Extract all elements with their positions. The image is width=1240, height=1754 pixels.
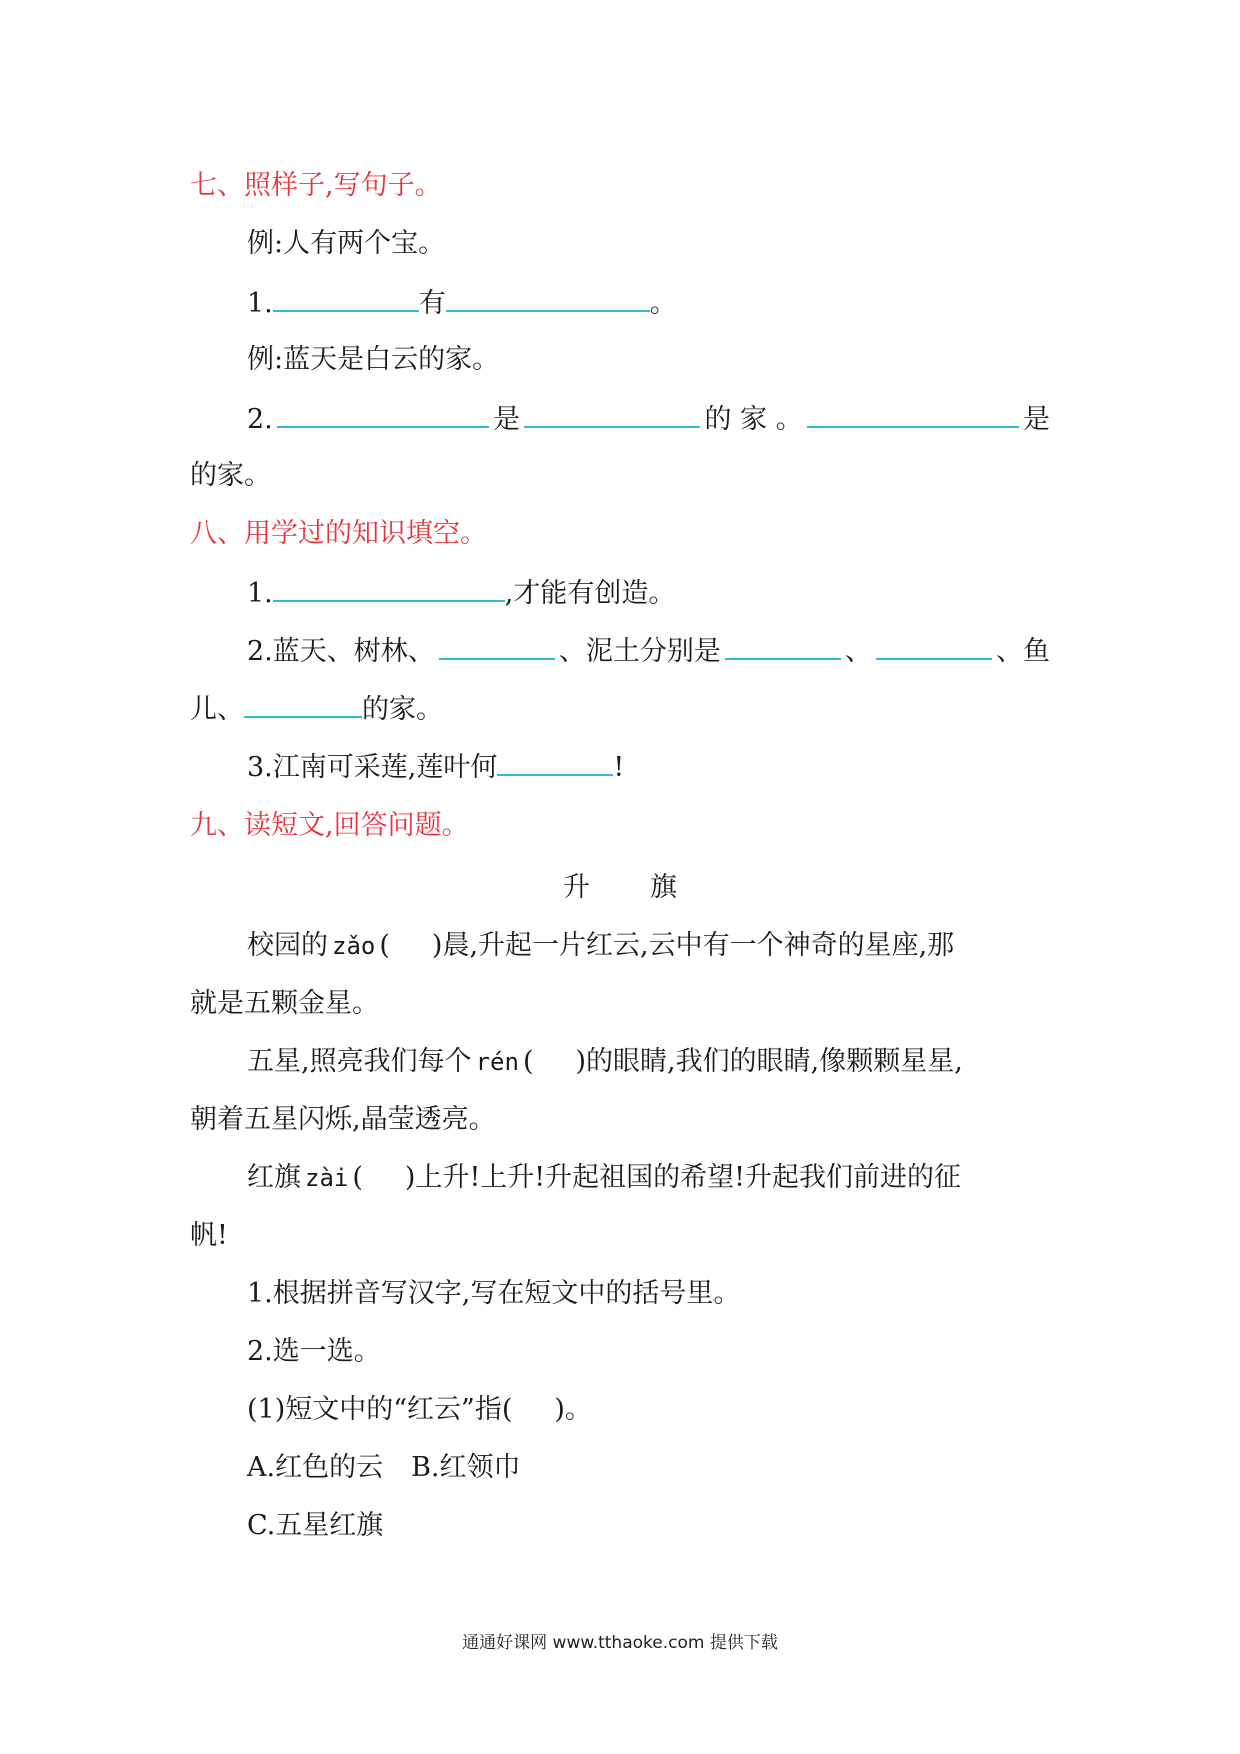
section-8-item-3: [247, 746, 1050, 788]
section-7-example-2: 例:蓝天是白云的家。: [247, 344, 500, 375]
answer-blank[interactable]: [497, 746, 613, 776]
section-8-item-1: [247, 572, 1050, 614]
item-number: 1.: [247, 288, 273, 319]
answer-blank[interactable]: [273, 572, 505, 602]
passage-text: 五星,照亮我们每个: [247, 1046, 472, 1077]
option-b[interactable]: B.红领巾: [411, 1452, 521, 1483]
passage-text: )的眼睛,我们的眼睛,像颗颗星星,: [575, 1046, 963, 1077]
item-text: 、: [844, 636, 872, 667]
answer-blank[interactable]: [446, 282, 650, 312]
passage-paragraph-1-cont: 就是五颗金星。: [190, 988, 379, 1019]
answer-blank[interactable]: [244, 688, 362, 718]
item-text: 的家。: [362, 694, 443, 725]
answer-blank[interactable]: [524, 398, 700, 428]
section-7-item-1: [247, 282, 1050, 324]
passage-text: (: [522, 1046, 534, 1077]
passage-text: (: [379, 930, 390, 961]
option-a[interactable]: A.红色的云: [247, 1452, 384, 1483]
pinyin: zài: [305, 1164, 349, 1192]
item-text: 儿、: [190, 694, 244, 725]
passage-text: )晨,升起一片红云,云中有一个神奇的星座,那: [431, 930, 955, 961]
section-8-item-2-cont: [190, 688, 1050, 730]
section-7-example-1: 例:人有两个宝。: [247, 228, 446, 259]
item-text: 的 家 。: [704, 404, 803, 435]
answer-blank[interactable]: [876, 630, 992, 660]
answer-blank[interactable]: [273, 282, 419, 312]
item-text: 。: [649, 288, 677, 319]
item-text: 是: [1022, 404, 1050, 435]
section-8-item-2: [247, 630, 1050, 672]
options-row-1: [247, 1448, 1050, 1488]
item-text: 3.江南可采莲,莲叶何: [247, 752, 498, 783]
item-text: 2.蓝天、树林、: [247, 636, 435, 667]
section-7-heading: 七、照样子,写句子。: [190, 170, 442, 201]
item-text: !: [613, 752, 625, 783]
question-text: (1)短文中的“红云”指(: [247, 1394, 513, 1425]
question-1: 1.根据拼音写汉字,写在短文中的括号里。: [247, 1278, 741, 1309]
passage-paragraph-3: [247, 1158, 1050, 1198]
item-number: 1.: [247, 578, 273, 609]
passage-text: )上升!上升!升起祖国的希望!升起我们前进的征: [404, 1162, 961, 1193]
item-text: 、泥土分别是: [558, 636, 721, 667]
question-2: 2.选一选。: [247, 1336, 381, 1367]
item-text: 、鱼: [995, 636, 1050, 667]
answer-blank[interactable]: [277, 398, 489, 428]
answer-blank[interactable]: [807, 398, 1019, 428]
answer-blank[interactable]: [725, 630, 841, 660]
footer-credit: 通通好课网 www.tthaoke.com 提供下载: [462, 1633, 778, 1653]
pinyin: zǎo: [332, 932, 376, 960]
option-c[interactable]: C.五星红旗: [247, 1510, 384, 1541]
pinyin: rén: [475, 1048, 519, 1076]
item-text: ,才能有创造。: [504, 578, 676, 609]
passage-text: 红旗: [247, 1162, 301, 1193]
passage-paragraph-3-cont: 帆!: [190, 1220, 228, 1251]
passage-text: (: [352, 1162, 363, 1193]
item-number: 2.: [247, 404, 273, 435]
item-text: 有: [418, 288, 446, 319]
answer-blank[interactable]: [439, 630, 555, 660]
passage-paragraph-2: [247, 1042, 1050, 1082]
section-9-heading: 九、读短文,回答问题。: [190, 810, 469, 841]
question-2-1: [247, 1390, 1050, 1430]
item-text: 是: [493, 404, 521, 435]
passage-paragraph-1: [247, 926, 1050, 966]
passage-paragraph-2-cont: 朝着五星闪烁,晶莹透亮。: [190, 1104, 496, 1135]
passage-title: 升旗: [563, 872, 737, 903]
passage-text: 校园的: [247, 930, 328, 961]
question-text: )。: [554, 1394, 592, 1425]
section-7-item-2: [247, 398, 1050, 440]
section-8-heading: 八、用学过的知识填空。: [190, 518, 487, 549]
section-7-item-2-tail: 的家。: [190, 460, 271, 491]
